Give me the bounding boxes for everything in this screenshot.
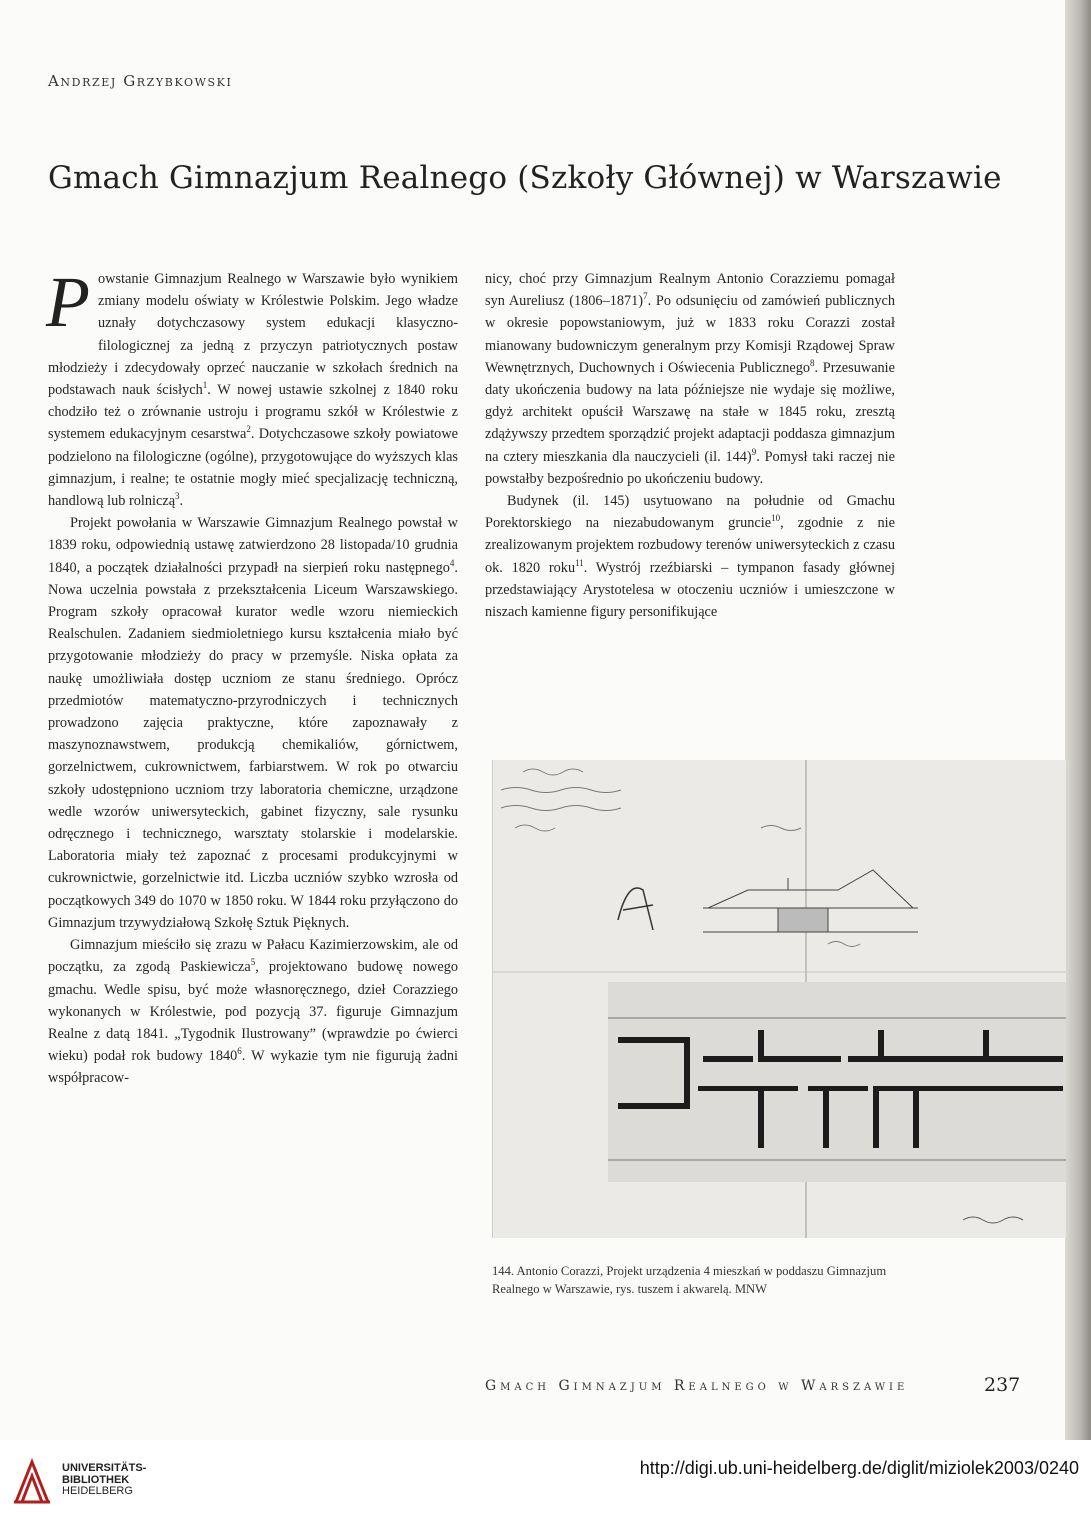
library-line-2: BIBLIOTHEK — [62, 1473, 130, 1486]
paragraph-4-text-c: . Przesuwanie daty ukończenia budowy na lata późniejsze nie wydaje się możliwe, gdyż architekt opuścił Warszawę na stałe w 1845 roku, zresztą zdążywszy przedtem sporządzić projekt adaptacji poddasza gimnazjum na cztery mieszkania dla nauczycieli (il. 144) — [485, 359, 896, 465]
digitization-footer — [0, 1440, 1091, 1523]
paragraph-5-text: Budynek (il. 145) usytuowano na południe od Gmachu Porektorskiego na niezabudowanym gruncie — [485, 493, 895, 532]
library-line-1: UNIVERSITÄTS- — [62, 1462, 147, 1474]
paragraph-3 — [48, 934, 458, 1089]
paragraph-3-text-b: , projektowano budowę nowego gmachu. Wedle spisu, być może własnoręcznego, dzieł Corazziego wykonanych w Królestwie, pod pozycją 37. figuruje Gimnazjum Realne z datą 1841. „Tygodnik Ilustrowany” (wprawdzie po ćwierci wieku) podał rok budowy 1840 — [48, 959, 459, 1065]
paragraph-3-text-c: . W wykazie tym nie figurują żadni współpracow- — [48, 1048, 458, 1087]
source-url-link[interactable]: http://digi.ub.uni-heidelberg.de/diglit/miziolek2003/0240 — [639, 1458, 1079, 1478]
footnote-ref-5[interactable]: 5 — [250, 957, 256, 968]
paragraph-2-text-b: . Nowa uczelnia powstała z przekształcenia Liceum Warszawskiego. Program szkoły opracował kurator wedle wzoru niemieckich Realschulen. Zadaniem siedmioletniego kursu kształcenia miało być przygotowanie młodzieży do pracy w przemyśle. Niska opłata za naukę umożliwiała dostęp uczniom ze stanu średniego. Oprócz przedmiotów matematyczno-przyrodniczych i technicznych prowadzono zajęcia praktyczne, które zapoznawały z maszynoznawstwem, produkcją chemikaliów, górnictwem, gorzelnictwem, cukrownictwem, farbiarstwem. W rok po otwarciu szkoły udostępniono uczniom trzy laboratoria chemiczne, urządzone wedle wzorów uniwersyteckich, gabinet fizyczny, sale rysunku odręcznego i technicznego, warsztaty stolarskie i modelarskie. Laboratoria miały też zapoznać z procesami produkcyjnymi w cukrownictwie, gorzelnictwie itd. Liczba uczniów szybko wzrosła od początkowych 349 do 1070 w 1850 roku. W 1844 roku przyłączono do Gimnazjum trzywydziałową Szkołę Sztuk Pięknych. — [48, 559, 458, 931]
paragraph-5-text-c: . Wystrój rzeźbiarski – tympanon fasady głównej przedstawiający Arystotelesa w otoczeniu uczniów i umieszczone w niszach kamienne figury personifikujące — [485, 559, 895, 621]
left-text-column — [46, 262, 459, 1090]
right-text-column — [485, 268, 895, 623]
chapter-title: Gmach Gimnazjum Realnego (Szkoły Głównej) w Warszawie — [48, 160, 1002, 196]
footnote-ref-11[interactable]: 11 — [575, 557, 584, 568]
author-name: Andrzej Grzybkowski — [48, 72, 233, 90]
university-library-logo-icon[interactable] — [12, 1458, 52, 1506]
running-footer-title: Gmach Gimnazjum Realnego w Warszawie — [485, 1378, 909, 1394]
footnote-ref-10[interactable]: 10 — [771, 513, 781, 524]
dropcap-letter: P — [46, 262, 90, 342]
footnote-ref-9[interactable]: 9 — [751, 446, 757, 457]
paragraph-5-text-b: , zgodnie z nie zrealizowanym projektem rozbudowy terenów uniwersyteckich z czasu ok. 1820 roku — [485, 515, 895, 576]
paragraph-1-text: owstanie Gimnazjum Realnego w Warszawie było wynikiem zmiany modelu oświaty w Królestwie Polskim. Jego władze uznały dotychczasowy system edukacji klasyczno-filologicznej za jedną z przyczyn patriotycznych postaw młodzieży i zdecydowały oprzeć nauczanie w szkołach średnich na podstawach nauk ścisłych — [48, 271, 458, 399]
paragraph-4-text-d: . Pomysł taki raczej nie powstałby bezpośrednio po ukończeniu budowy. — [485, 448, 895, 487]
paragraph-1 — [46, 262, 458, 512]
architectural-drawing-figure — [492, 760, 1066, 1238]
footnote-ref-8[interactable]: 8 — [810, 358, 815, 369]
plan-base — [608, 982, 1066, 1182]
footnote-ref-2[interactable]: 2 — [246, 424, 251, 435]
paragraph-4-text: nicy, choć przy Gimnazjum Realnym Antonio Corazziemu pomagał syn Aureliusz (1806–1871) — [485, 271, 895, 310]
page-number: 237 — [984, 1374, 1021, 1396]
paragraph-4 — [485, 268, 895, 490]
paragraph-3-text: Gimnazjum mieściło się zrazu w Pałacu Kazimierzowskim, ale od początku, za zgodą Paskiewicza — [48, 937, 458, 976]
paragraph-1-text-c: . Dotychczasowe szkoły powiatowe podzielono na filologiczne (ogólne), przygotowujące do wyższych klas gimnazjum, i realne; te ostatnie mogły mieć specjalizację techniczną, handlową lub rolniczą — [48, 426, 458, 510]
footnote-ref-6[interactable]: 6 — [237, 1046, 242, 1057]
footnote-ref-3[interactable]: 3 — [175, 491, 180, 502]
page-edge-shadow — [1065, 0, 1091, 1440]
library-line-3: HEIDELBERG — [62, 1485, 133, 1497]
footnote-ref-1[interactable]: 1 — [202, 380, 208, 391]
footnote-ref-7[interactable]: 7 — [643, 291, 648, 302]
library-name — [62, 1463, 146, 1498]
paragraph-5 — [485, 490, 895, 623]
paragraph-2-text: Projekt powołania w Warszawie Gimnazjum Realnego powstał w 1839 roku, odpowiednią ustawę zatwierdzono 28 listopada/10 grudnia 1840, a początek działalności przypadł na sierpień roku następnego — [48, 515, 458, 576]
floor-plan-drawing — [493, 760, 1066, 1238]
figure-caption: 144. Antonio Corazzi, Projekt urządzenia 4 mieszkań w poddaszu Gimnazjum Realnego w Warszawie, rys. tuszem i akwarelą. MNW — [492, 1264, 887, 1296]
paragraph-1-text-d: . — [179, 493, 184, 510]
paragraph-1-text-b: . W nowej ustawie szkolnej z 1840 roku chodziło też o zrównanie ustroju i programu szkół w Królestwie z systemem edukacyjnym cesarstwa — [48, 382, 458, 443]
paragraph-4-text-b: . Po odsunięciu od zamówień publicznych w okresie popowstaniowym, już w 1833 roku Corazzi został mianowany budowniczym generalnym przy Komisji Rządowej Spraw Wewnętrznych, Duchownych i Oświecenia Publicznego — [485, 293, 895, 376]
footnote-ref-4[interactable]: 4 — [449, 557, 455, 568]
paragraph-2 — [48, 512, 458, 934]
